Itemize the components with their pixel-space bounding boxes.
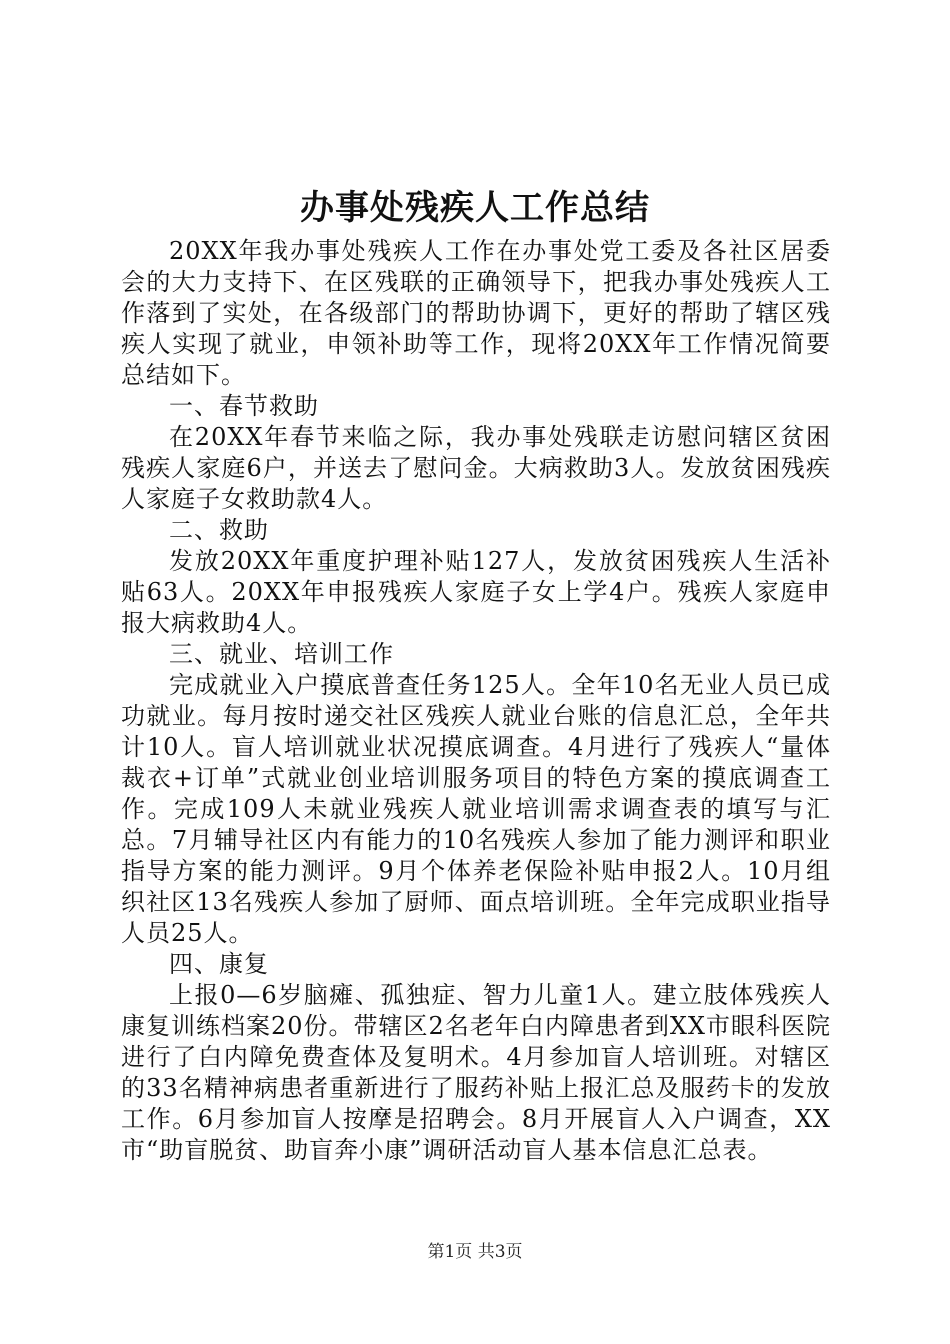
section-text-relief: 发放20XX年重度护理补贴127人，发放贫困残疾人生活补贴63人。20XX年申报残疾人家庭子女上学4户。残疾人家庭申报大病救助4人。 <box>121 547 831 637</box>
section-heading-employment: 三、就业、培训工作 <box>169 640 394 668</box>
section-heading-relief: 二、救助 <box>169 516 269 544</box>
document-title: 办事处残疾人工作总结 <box>300 188 650 228</box>
section-text-employment: 完成就业入户摸底普查任务125人。全年10名无业人员已成功就业。每月按时递交社区残疾人就业台账的信息汇总，全年共计10人。盲人培训就业状况摸底调查。4月进行了残疾人“量体裁衣+订单”式就业创业培训服务项目的特色方案的摸底调查工作。完成109人未就业残疾人就业培训需求调查表的填写与汇总。7月辅导社区内有能力的10名残疾人参加了能力测评和职业指导方案的能力测评。9月个体养老保险补贴申报2人。10月组织社区13名残疾人参加了厨师、面点培训班。全年完成职业指导人员25人。 <box>121 671 831 947</box>
section-heading-spring-festival: 一、春节救助 <box>169 392 319 420</box>
section-text-spring-festival: 在20XX年春节来临之际，我办事处残联走访慰问辖区贫困残疾人家庭6户，并送去了慰问金。大病救助3人。发放贫困残疾人家庭子女救助款4人。 <box>121 423 831 513</box>
section-text-rehabilitation: 上报0—6岁脑瘫、孤独症、智力儿童1人。建立肢体残疾人康复训练档案20份。带辖区2名老年白内障患者到XX市眼科医院进行了白内障免费查体及复明术。4月参加盲人培训班。对辖区的33名精神病患者重新进行了服药补贴上报汇总及服药卡的发放工作。6月参加盲人按摩是招聘会。8月开展盲人入户调查，XX市“助盲脱贫、助盲奔小康”调研活动盲人基本信息汇总表。 <box>121 981 831 1164</box>
document-body <box>121 236 831 1166</box>
page-footer: 第1页 共3页 <box>427 1242 523 1262</box>
intro-paragraph: 20XX年我办事处残疾人工作在办事处党工委及各社区居委会的大力支持下、在区残联的正确领导下，把我办事处残疾人工作落到了实处，在各级部门的帮助协调下，更好的帮助了辖区残疾人实现了就业，申领补助等工作，现将20XX年工作情况简要总结如下。 <box>121 237 831 389</box>
section-heading-rehabilitation: 四、康复 <box>169 950 269 978</box>
